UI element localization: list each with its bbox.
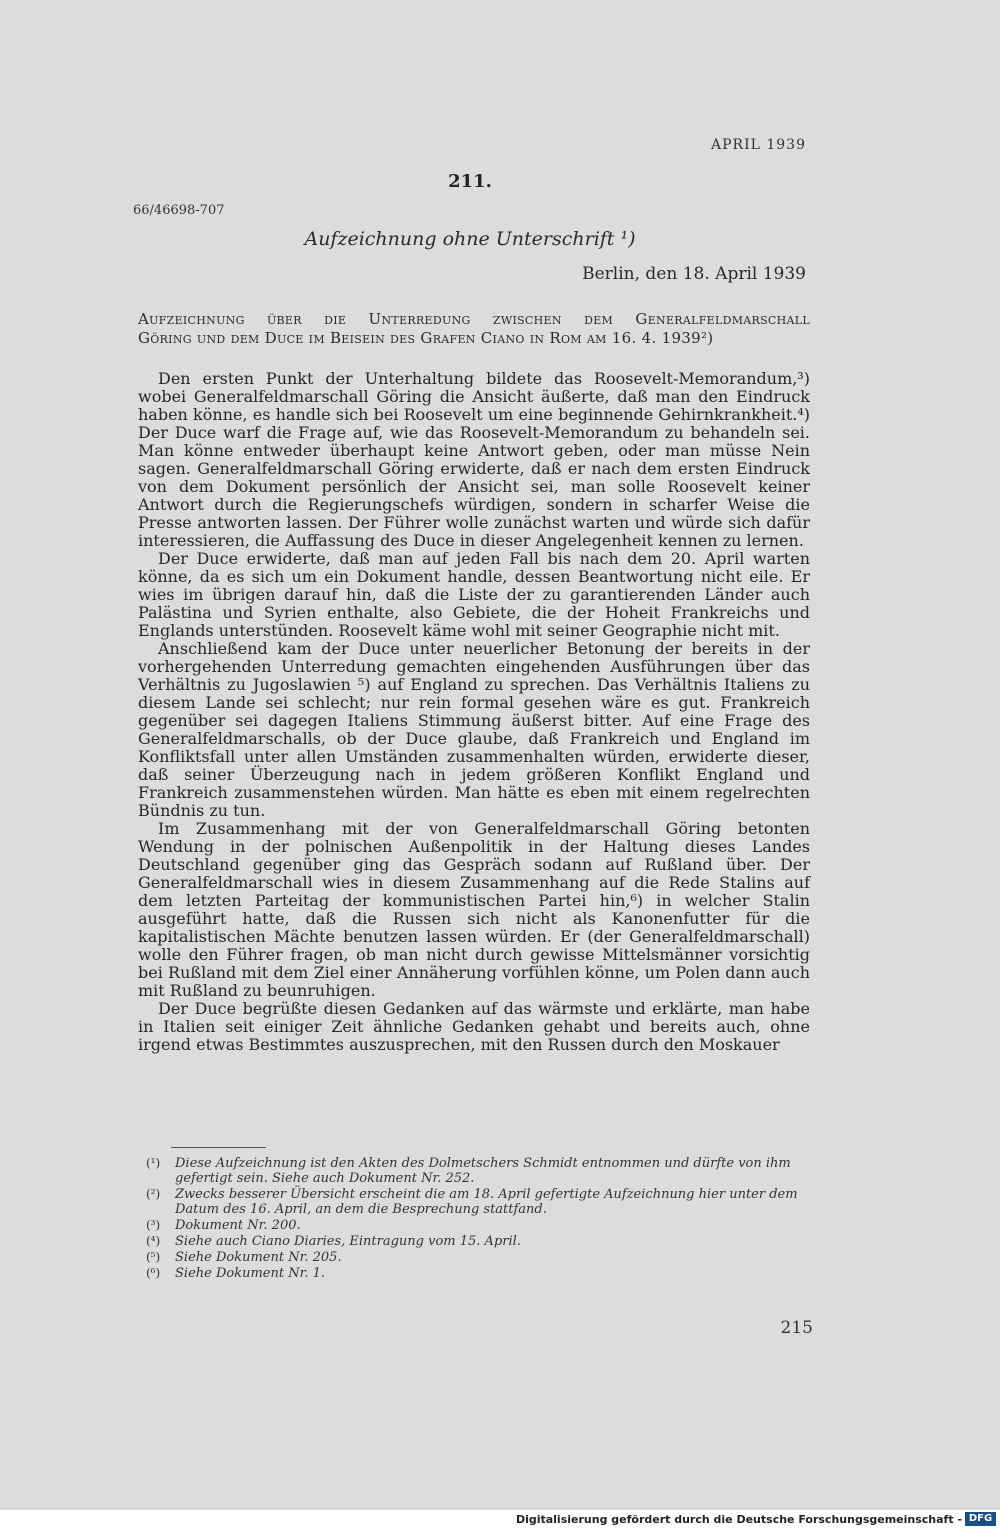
funding-notice: Digitalisierung gefördert durch die Deutsche Forschungsgemeinschaft - bbox=[515, 1513, 962, 1526]
footnote bbox=[146, 1218, 816, 1233]
footnote-text: Siehe Dokument Nr. 1. bbox=[175, 1266, 326, 1281]
paragraph: Der Duce begrüßte diesen Gedanken auf das wärmste und erklärte, man habe in Italien seit einiger Zeit ähnliche Gedanken gehabt und bereits auch, ohne irgend etwas Bestimmtes auszusprechen, mit den Russen durch den Moskauer bbox=[138, 999, 810, 1054]
footnote-text: Dokument Nr. 200. bbox=[175, 1218, 301, 1233]
footnote bbox=[146, 1234, 816, 1249]
footnote-text: Diese Aufzeichnung ist den Akten des Dolmetschers Schmidt entnommen und dürfte von ihm gefertigt sein. Siehe auch Dokument Nr. 252. bbox=[175, 1156, 791, 1186]
footnote-mark: (³) bbox=[146, 1218, 161, 1232]
footnote bbox=[146, 1266, 816, 1281]
footnote bbox=[146, 1156, 816, 1186]
page-number: 215 bbox=[780, 1318, 813, 1338]
film-reference: 66/46698-707 bbox=[133, 203, 225, 218]
paragraph: Den ersten Punkt der Unterhaltung bildete das Roosevelt-Memorandum,³) wobei Generalfeldmarschall Göring die Ansicht äußerte, daß man den Eindruck haben könne, es handle sich bei Roosevelt um eine beginnende Gehirnkrankheit.⁴) Der Duce warf die Frage auf, wie das Roosevelt-Memorandum zu behandeln sei. Man könne entweder überhaupt keine Antwort geben, oder man müsse Nein sagen. Generalfeldmarschall Göring erwiderte, daß er nach dem ersten Eindruck von dem Dokument persönlich der Ansicht sei, man solle Roosevelt keiner Antwort durch die Regierungschefs würdigen, sondern in scharfer Weise die Presse antworten lassen. Der Führer wolle zunächst warten und würde sich dafür interessieren, die Auffassung des Duce in dieser Angelegenheit kennen zu lernen. bbox=[138, 369, 810, 550]
dfg-logo: DFG bbox=[965, 1512, 996, 1526]
paragraph: Anschließend kam der Duce unter neuerlicher Betonung der bereits in der vorhergehenden Unterredung gemachten eingehenden Ausführungen über das Verhältnis zu Jugoslawien ⁵) auf England zu sprechen. Das Verhältnis Italiens zu diesem Lande sei schlecht; nur rein formal gesehen wäre es gut. Frankreich gegenüber sei dagegen Italiens Stimmung äußerst bitter. Auf eine Frage des Generalfeldmarschalls, ob der Duce glaube, daß Frankreich und England im Konfliktsfall unter allen Umständen zusammenhalten würden, erwiderte dieser, daß seiner Überzeugung nach in jedem größeren Konflikt England und Frankreich zusammenstehen würden. Man hätte es eben mit einem regelrechten Bündnis zu tun. bbox=[138, 639, 810, 820]
footnote-mark: (⁵) bbox=[146, 1250, 161, 1264]
memo-heading-line: Göring und dem Duce im Beisein des Grafen Ciano in Rom am 16. 4. 1939²) bbox=[138, 329, 714, 347]
paragraph: Der Duce erwiderte, daß man auf jeden Fall bis nach dem 20. April warten könne, da es sich um ein Dokument handle, dessen Beantwortung nicht eile. Er wies im übrigen darauf hin, daß die Liste der zu garantierenden Länder auch Palästina und Syrien enthalte, also Gebiete, die der Hoheit Frankreichs und Englands unterstünden. Roosevelt käme wohl mit seiner Geographie nicht mit. bbox=[138, 549, 810, 640]
place-date: Berlin, den 18. April 1939 bbox=[582, 264, 806, 284]
running-head: APRIL 1939 bbox=[711, 137, 806, 153]
footnote bbox=[146, 1187, 816, 1217]
document-title: Aufzeichnung ohne Unterschrift ¹) bbox=[304, 228, 636, 250]
footnote-mark: (⁴) bbox=[146, 1234, 161, 1248]
body-text bbox=[138, 370, 810, 1054]
footnote-text: Siehe Dokument Nr. 205. bbox=[175, 1250, 342, 1265]
funding-footer bbox=[0, 1510, 1000, 1529]
footnote-text: Siehe auch Ciano Diaries, Eintragung vom 15. April. bbox=[175, 1234, 521, 1249]
paragraph: Im Zusammenhang mit der von Generalfeldmarschall Göring betonten Wendung in der polnischen Außenpolitik in der Haltung dieses Landes Deutschland gegenüber ging das Gespräch sodann auf Rußland über. Der Generalfeldmarschall wies in diesem Zusammenhang auf die Rede Stalins auf dem letzten Parteitag der kommunistischen Partei hin,⁶) in welcher Stalin ausgeführt hatte, daß die Russen sich nicht als Kanonenfutter für die kapitalistischen Mächte benutzen lassen würden. Er (der Generalfeldmarschall) wolle den Führer fragen, ob man nicht durch gewisse Mittelsmänner vorsichtig bei Rußland mit dem Ziel einer Annäherung vorfühlen könne, um Polen dann auch mit Rußland zu beunruhigen. bbox=[138, 819, 810, 1000]
footnote-mark: (²) bbox=[146, 1187, 161, 1201]
footnote-mark: (¹) bbox=[146, 1156, 161, 1170]
footnote-divider bbox=[171, 1147, 266, 1148]
footnote-mark: (⁶) bbox=[146, 1266, 161, 1280]
memo-heading bbox=[138, 310, 810, 348]
footnote-text: Zwecks besserer Übersicht erscheint die am 18. April gefertigte Aufzeichnung hier unter dem Datum des 16. April, an dem die Besprechung stattfand. bbox=[175, 1187, 798, 1217]
footnotes bbox=[146, 1156, 816, 1282]
memo-heading-line: Aufzeichnung über die Unterredung zwischen dem Generalfeldmarschall bbox=[138, 310, 810, 328]
footnote bbox=[146, 1250, 816, 1265]
document-number: 211. bbox=[448, 171, 492, 192]
